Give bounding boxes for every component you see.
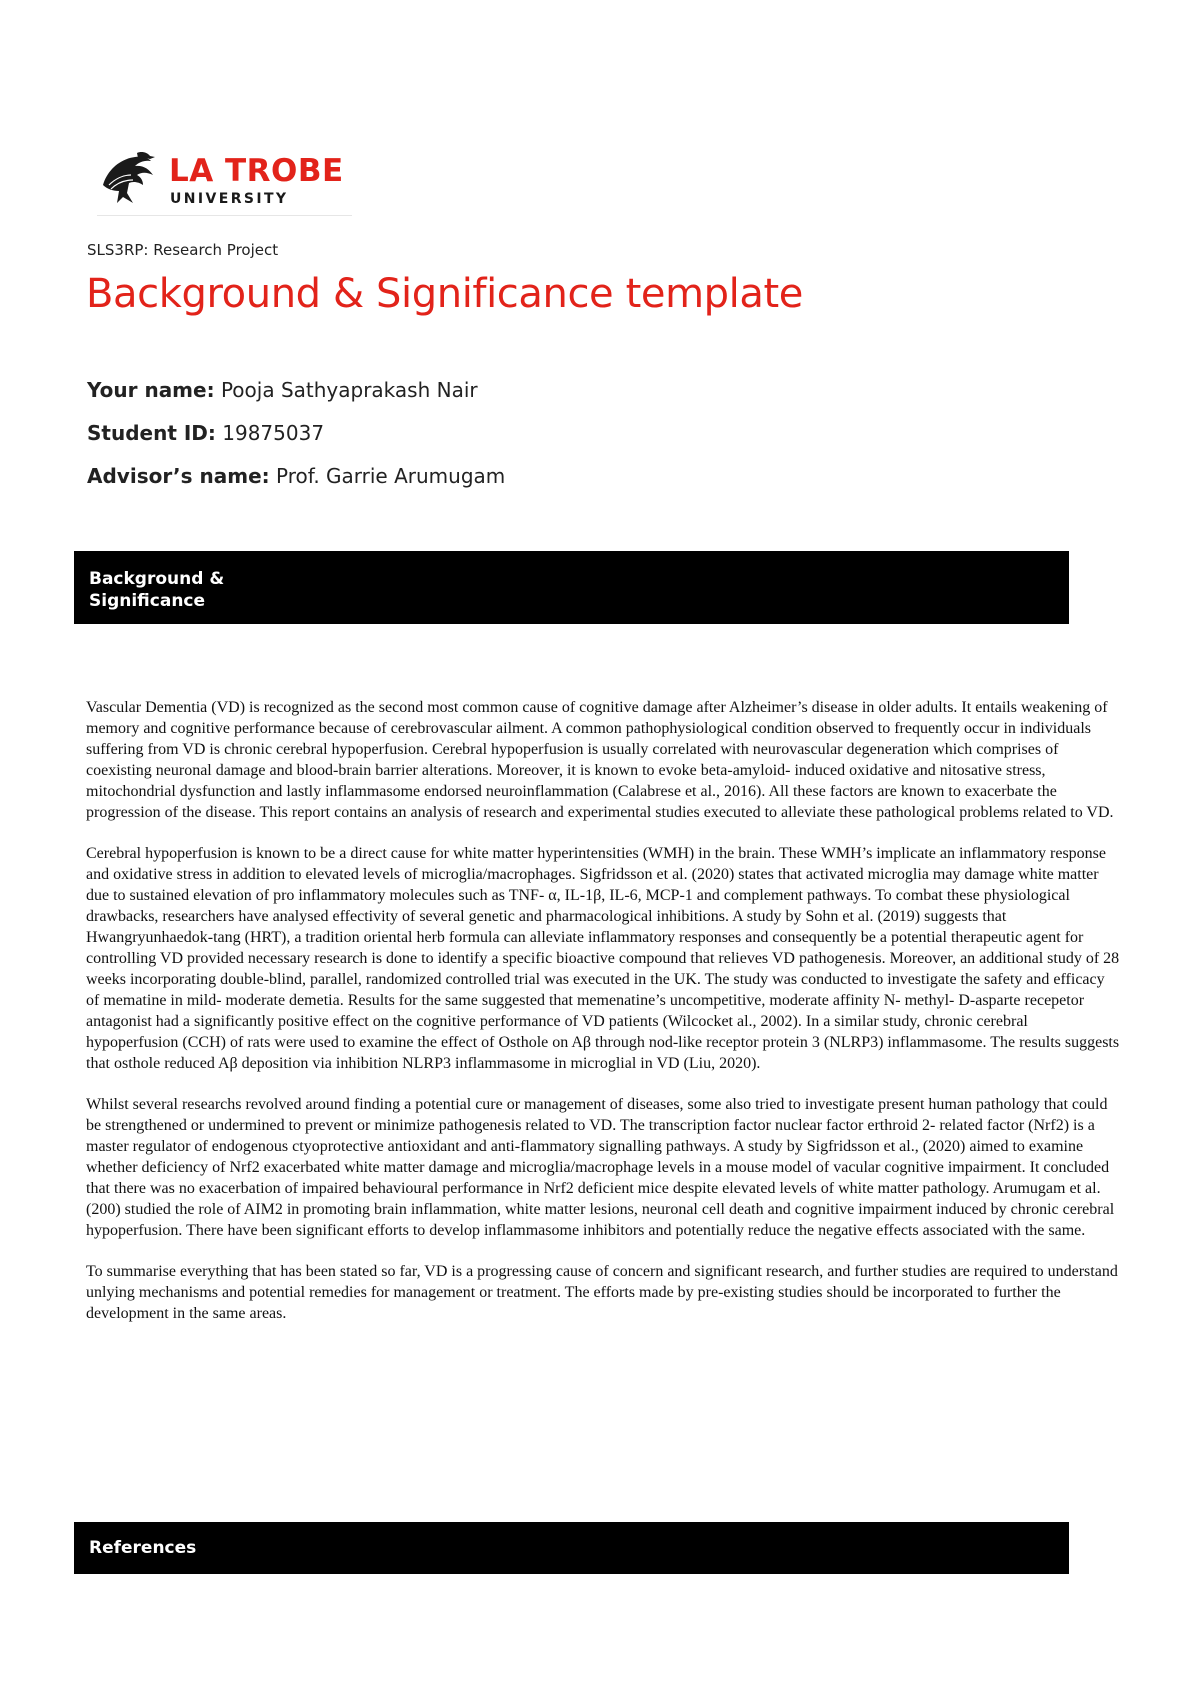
- advisor-name-value: Prof. Garrie Arumugam: [269, 464, 506, 488]
- background-section-title: [89, 568, 224, 612]
- body-paragraph: Cerebral hypoperfusion is known to be a direct cause for white matter hyperintensities (WMH) in the brain. These WMH’s implicate an inflammatory response and oxidative stress in addition to elevated levels of microglia/macrophages. Sigfridsson et al. (2020) states that activated microglia may damage white matter due to sustained elevation of pro inflammatory molecules such as TNF- α, IL-1β, IL-6, MCP-1 and complement pathways. To combat these physiological drawbacks, researchers have analysed effectivity of several genetic and pharmacological inhibitions. A study by Sohn et al. (2019) suggests that Hwangryunhaedok-tang (HRT), a tradition oriental herb formula can alleviate inflammatory responses and consequently be a potential therapeutic agent for controlling VD provided necessary research is done to identify a specific bioactive compound that relieves VD pathogenesis. Moreover, an additional study of 28 weeks incorporating double-blind, parallel, randomized controlled trial was executed in the UK. The study was conducted to investigate the safety and efficacy of mematine in mild- moderate demetia. Results for the same suggested that memenatine’s uncompetitive, moderate affinity N- methyl- D-asparte recepetor antagonist had a significantly positive effect on the cognitive performance of VD patients (Wilcocket al., 2002). In a similar study, chronic cerebral hypoperfusion (CCH) of rats were used to examine the effect of Osthole on Aβ through nod-like receptor protein 3 (NLRP3) inflammasome. The results suggests that osthole reduced Aβ deposition via inhibition NLRP3 inflammasome in microglial in VD (Liu, 2020).: [86, 845, 1120, 1072]
- eagle-icon: [97, 145, 161, 209]
- student-id-row: [87, 421, 324, 445]
- document-title: Background & Significance template: [86, 271, 803, 317]
- body-paragraph: Whilst several researchs revolved around finding a potential cure or management of diseases, some also tried to investigate present human pathology that could be strengthened or undermined to prevent or minimize pathogenesis related to VD. The transcription factor nuclear factor erthroid 2- related factor (Nrf2) is a master regulator of endogenous ctyoprotective antioxidant and anti-flammatory signalling pathways. A study by Sigfridsson et al., (2020) aimed to examine whether deficiency of Nrf2 exacerbated white matter damage and microglia/macrophage levels in a mouse model of vacular cognitive impairment. It concluded that there was no exacerbation of impaired behavioural performance in Nrf2 deficient mice despite elevated levels of white matter pathology. Arumugam et al. (200) studied the role of AIM2 in promoting brain inflammation, white matter lesions, neuronal cell death and cognitive impairment induced by chronic cerebral hypoperfusion. There have been significant efforts to develop inflammasome inhibitors and potentially reduce the negative effects associated with the same.: [86, 1096, 1115, 1239]
- background-section-title-line2: Significance: [89, 591, 206, 611]
- student-name-row: [87, 378, 478, 402]
- background-body: [86, 697, 1120, 1344]
- course-code: SLS3RP: Research Project: [87, 241, 279, 259]
- logo-divider: [97, 215, 352, 216]
- university-logo: [97, 145, 357, 223]
- background-section-title-line1: Background &: [89, 569, 225, 589]
- student-name-value: Pooja Sathyaprakash Nair: [214, 378, 478, 402]
- background-section-header: [74, 551, 1069, 624]
- advisor-name-row: [87, 464, 505, 488]
- body-paragraph: Vascular Dementia (VD) is recognized as the second most common cause of cognitive damage after Alzheimer’s disease in older adults. It entails weakening of memory and cognitive performance because of cerebrovascular ailment. A common pathophysiological condition observed to frequently occur in individuals suffering from VD is chronic cerebral hypoperfusion. Cerebral hypoperfusion is usually correlated with neurovascular degeneration which comprises of coexisting neuronal damage and blood-brain barrier alterations. Moreover, it is known to evoke beta-amyloid- induced oxidative and nitosative stress, mitochondrial dysfunction and lastly inflammasome endorsed neuroinflammation (Calabrese et al., 2016). All these factors are known to exacerbate the progression of the disease. This report contains an analysis of research and experimental studies executed to alleviate these pathological problems related to VD.: [86, 699, 1114, 821]
- student-name-label: Your name:: [87, 378, 215, 402]
- body-paragraph: To summarise everything that has been stated so far, VD is a progressing cause of concern and significant research, and further studies are required to understand unlying mechanisms and potential remedies for management or treatment. The efforts made by pre-existing studies should be incorporated to further the development in the same areas.: [86, 1263, 1118, 1322]
- references-section-title: References: [89, 1538, 197, 1558]
- student-id-value: 19875037: [215, 421, 325, 445]
- references-section-header: [74, 1522, 1069, 1574]
- advisor-name-label: Advisor’s name:: [87, 464, 270, 488]
- student-id-label: Student ID:: [87, 421, 216, 445]
- logo-wordmark-primary: LA TROBE: [169, 153, 344, 189]
- logo-wordmark-secondary: UNIVERSITY: [170, 191, 289, 207]
